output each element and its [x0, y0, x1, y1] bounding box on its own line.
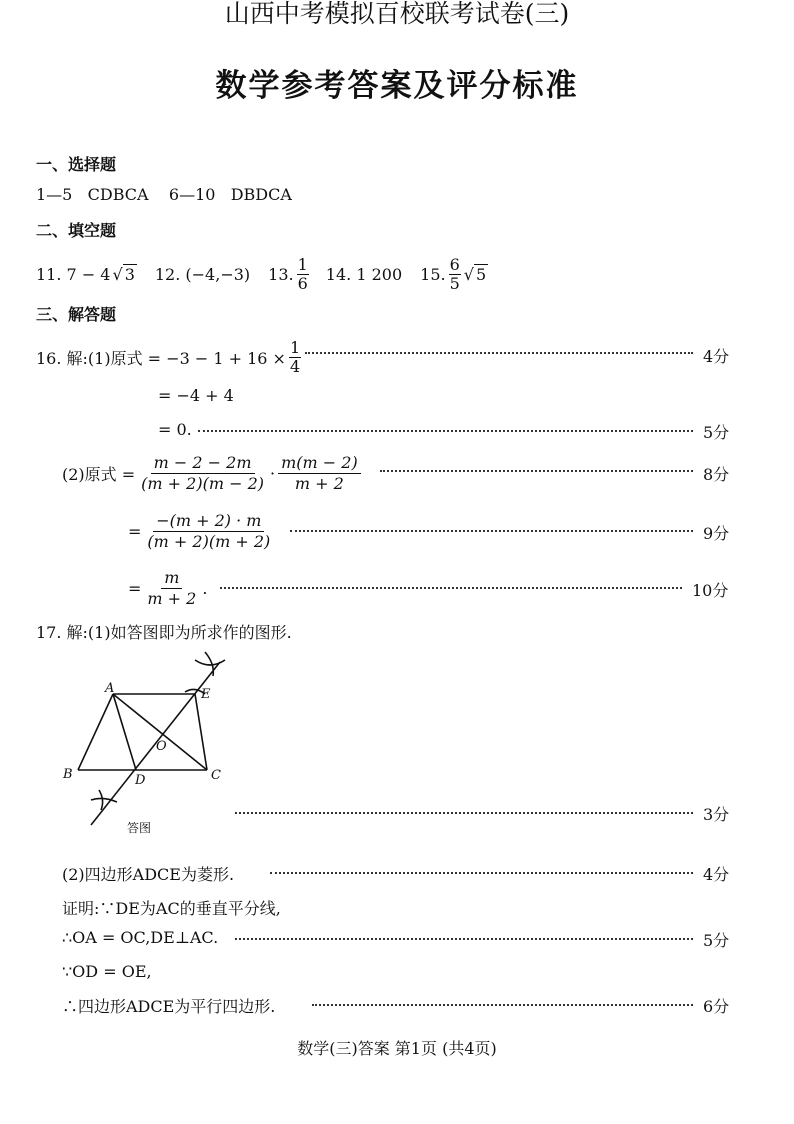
q16-multiply-dot: · — [270, 463, 276, 483]
fill-q14: 14. 1 200 — [325, 264, 403, 284]
fill-q13-fraction: $\frac{1}{6}$ — [297, 254, 308, 293]
segment-EC — [195, 694, 207, 770]
q16-part1-line2: = −4 + 4 — [158, 386, 234, 405]
q16-fraction-1: $\frac{m - 2 - 2m}{(m + 2)(m - 2)}$ — [141, 452, 264, 493]
leader-dots — [290, 530, 693, 532]
fill-q11-label: 11. — [36, 264, 62, 284]
leader-dots — [198, 430, 693, 432]
q16-part2-line2 — [128, 508, 276, 554]
score-q16-2: 5分 — [703, 423, 730, 442]
page-footer: 数学(三)答案 第1页 (共4页) — [297, 1039, 497, 1058]
geometry-figure — [55, 650, 255, 835]
fill-q12: 12. (−4,−3) — [154, 264, 251, 284]
score-q17-4: 6分 — [703, 997, 730, 1016]
fill-answers: 11. 7 − 4 √ 3 12. (−4,−3) 13. $\frac{1}{6}$ 14. 1 200 15. $\frac{6}{5}$ √ 5 — [36, 254, 487, 293]
section-heading-fill: 二、填空题 — [36, 221, 117, 240]
segment-AC — [113, 694, 207, 770]
point-label-A: A — [105, 681, 115, 696]
score-q16-4: 9分 — [703, 524, 730, 543]
q16-fraction-2: $\frac{m(m - 2)}{m + 2}$ — [278, 453, 361, 494]
segment-AD — [113, 694, 136, 770]
point-label-E: E — [201, 687, 211, 702]
q17-proof-line1: 证明:∵DE为AC的垂直平分线, — [62, 899, 281, 918]
score-q16-1: 4分 — [703, 347, 730, 366]
score-q17-3: 5分 — [703, 931, 730, 950]
score-q16-3: 8分 — [703, 465, 730, 484]
figure-caption: 答图 — [127, 821, 152, 835]
leader-dots — [270, 872, 693, 874]
choice-range-2: 6—10 — [168, 185, 216, 204]
arc-mark-bottom-2 — [99, 790, 103, 810]
point-label-B: B — [63, 767, 73, 782]
q17-part1: 17. 解:(1)如答图即为所求作的图形. — [36, 623, 292, 642]
q16-part1-line3: = 0. — [158, 420, 192, 439]
leader-dots — [380, 470, 693, 472]
point-label-C: C — [211, 768, 221, 783]
exam-series-title: 山西中考模拟百校联考试卷(三) — [224, 0, 570, 28]
equals-sign: = — [128, 578, 142, 598]
section-heading-choice: 一、选择题 — [36, 155, 117, 174]
q16-fraction-4: $\frac{m}{m + 2}$ — [147, 567, 197, 608]
fill-q15-radicand: 5 — [475, 265, 487, 284]
choice-answer-1: CDBCA — [87, 185, 149, 204]
q16-fraction-3: $\frac{-(m + 2) \cdot m}{(m + 2)(m + 2)}$ — [147, 510, 271, 551]
fill-q15-fraction: $\frac{6}{5}$ — [449, 254, 460, 293]
equals-sign: = — [128, 521, 142, 541]
section-heading-solve: 三、解答题 — [36, 305, 117, 324]
leader-dots — [220, 587, 682, 589]
q16-fraction: $\frac{1}{4}$ — [289, 337, 301, 376]
fill-q13-label: 13. — [268, 264, 294, 284]
point-label-D: D — [135, 773, 146, 788]
q17-proof-line4: ∴四边形ADCE为平行四边形. — [62, 997, 276, 1016]
q16-part2-label: (2)原式 = — [62, 464, 136, 484]
leader-dots — [235, 938, 693, 940]
q16-part2-line3 — [128, 566, 207, 610]
segment-AB — [78, 694, 113, 770]
q16-part1-line1 — [36, 334, 304, 380]
choice-range-1: 1—5 — [36, 185, 73, 204]
fill-q11-answer: 7 − 4 — [66, 264, 111, 284]
fill-q15-label: 15. — [420, 264, 446, 284]
document-title: 数学参考答案及评分标准 — [215, 68, 579, 104]
fill-q11-radicand: 3 — [124, 265, 135, 284]
choice-answer-2: DBDCA — [230, 185, 292, 204]
period: . — [202, 578, 208, 598]
leader-dots — [235, 812, 693, 814]
score-q16-5: 10分 — [692, 581, 729, 600]
score-q17-2: 4分 — [703, 865, 730, 884]
q17-part2: (2)四边形ADCE为菱形. — [62, 865, 235, 884]
q16-part2-line1 — [62, 450, 364, 496]
choice-answers — [36, 185, 292, 204]
q16-label: 16. 解:(1)原式 = −3 − 1 + 16 × — [36, 348, 286, 368]
q17-proof-line3: ∵OD = OE, — [62, 962, 152, 981]
score-q17-figure: 3分 — [703, 805, 730, 824]
leader-dots — [305, 352, 693, 354]
leader-dots — [312, 1004, 693, 1006]
point-label-O: O — [156, 739, 167, 754]
q17-proof-line2: ∴OA = OC,DE⊥AC. — [62, 928, 219, 947]
arc-mark-bottom-1 — [91, 798, 117, 802]
